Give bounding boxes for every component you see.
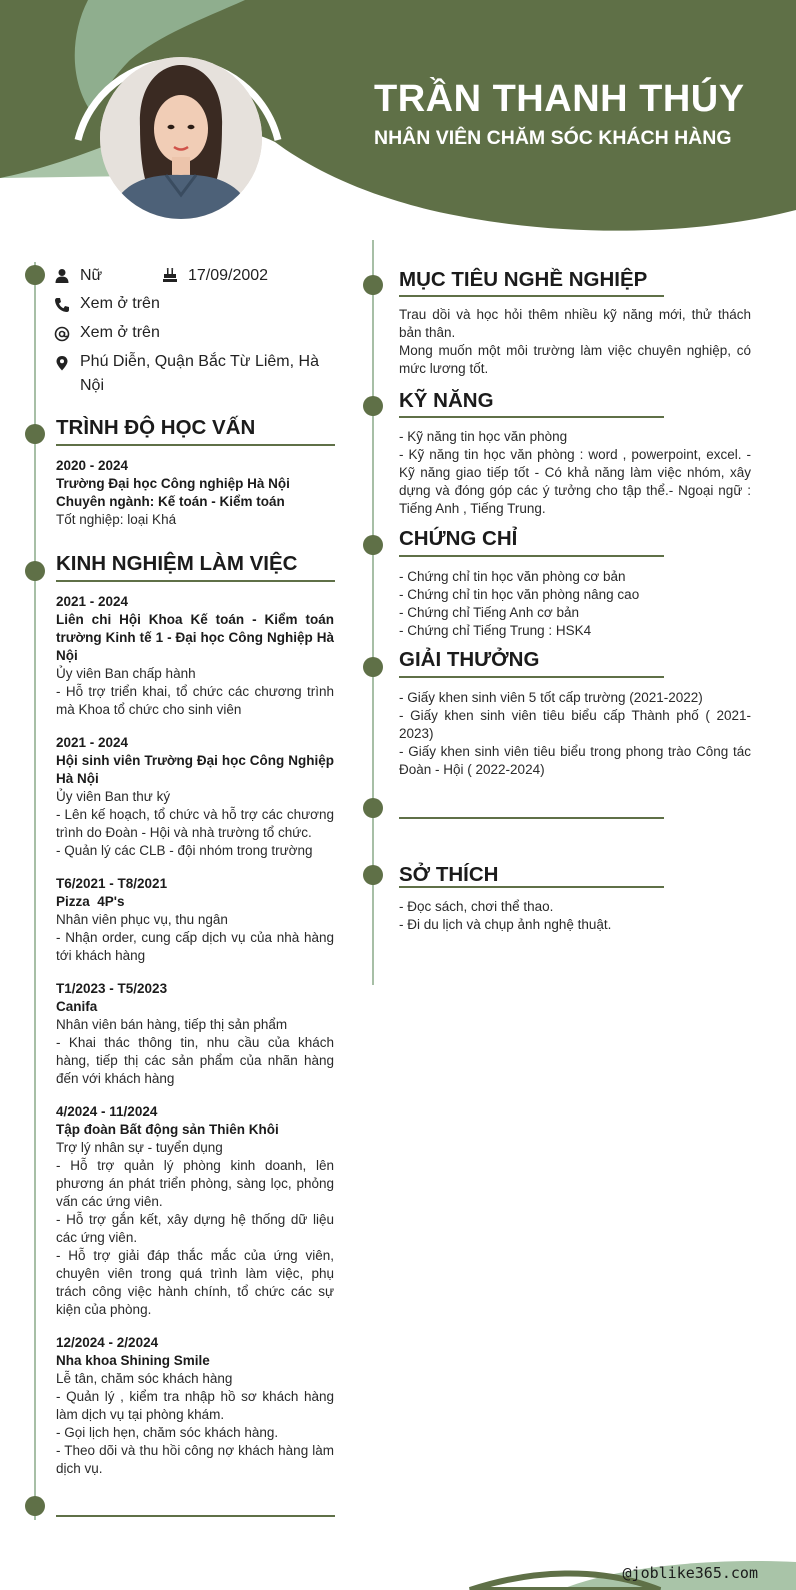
section-underline — [399, 886, 664, 888]
at-icon — [54, 326, 70, 342]
timeline-dot — [25, 265, 45, 285]
education-block — [56, 457, 334, 529]
experience-role: Ủy viên Ban chấp hành — [56, 666, 196, 681]
education-grade: Tốt nghiệp: loại Khá — [56, 512, 177, 527]
experience-org: Nha khoa Shining Smile — [56, 1353, 210, 1368]
experience-period: T1/2023 - T5/2023 — [56, 981, 168, 996]
experience-entry — [56, 980, 334, 1088]
hobby-line: - Đi du lịch và chụp ảnh nghệ thuật. — [399, 917, 612, 932]
timeline-dot — [25, 1496, 45, 1516]
award-line: - Giấy khen sinh viên tiêu biểu cấp Thành phố ( 2021-2023) — [399, 708, 751, 741]
experience-detail: - Hỗ trợ giải đáp thắc mắc của ứng viên, chuyên viên trong quá trình làm việc, phụ trách công việc hành chính, tổ chức các sự kiện của phòng. — [56, 1248, 334, 1317]
phone-text: Xem ở trên — [80, 295, 160, 312]
section-underline — [399, 295, 664, 297]
experience-org: Pizza 4P's — [56, 894, 125, 909]
experience-title: KINH NGHIỆM LÀM VIỆC — [56, 552, 298, 575]
timeline-dot — [363, 275, 383, 295]
experience-entry — [56, 1334, 334, 1478]
section-underline — [399, 817, 664, 819]
gender-text: Nữ — [80, 267, 103, 284]
section-underline — [56, 580, 335, 582]
experience-org: Liên chi Hội Khoa Kế toán - Kiểm toán trường Kinh tế 1 - Đại học Công Nghiệp Hà Nội — [56, 612, 334, 663]
timeline-dot — [363, 798, 383, 818]
experience-detail: - Theo dõi và thu hồi công nợ khách hàng làm dịch vụ. — [56, 1443, 334, 1476]
location-pin-icon — [54, 355, 70, 371]
user-icon — [54, 268, 70, 284]
objective-line: Mong muốn một môi trường làm việc chuyên nghiệp, có mức lương tốt. — [399, 343, 751, 376]
section-underline — [399, 555, 664, 557]
objective-line: Trau dồi và học hỏi thêm nhiều kỹ năng mới, thử thách bản thân. — [399, 307, 751, 340]
experience-org: Canifa — [56, 999, 98, 1014]
experience-period: 2021 - 2024 — [56, 594, 129, 609]
experience-detail: - Lên kế hoạch, tổ chức và hỗ trợ các chương trình do Đoàn - Hội và nhà trường tổ chức. — [56, 807, 334, 840]
experience-role: Nhân viên phục vụ, thu ngân — [56, 912, 228, 927]
phone-icon — [54, 297, 70, 313]
experience-period: 12/2024 - 2/2024 — [56, 1335, 159, 1350]
experience-role: Ủy viên Ban thư ký — [56, 789, 171, 804]
experience-role: Trợ lý nhân sự - tuyển dụng — [56, 1140, 223, 1155]
skills-line: - Kỹ năng tin học văn phòng — [399, 429, 568, 444]
experience-role: Lễ tân, chăm sóc khách hàng — [56, 1371, 233, 1386]
certificate-line: - Chứng chỉ Tiếng Anh cơ bản — [399, 605, 579, 620]
left-timeline — [34, 262, 36, 1520]
experience-period: 4/2024 - 11/2024 — [56, 1104, 158, 1119]
email-text: Xem ở trên — [80, 324, 160, 341]
timeline-dot — [25, 561, 45, 581]
objective-block — [399, 306, 751, 378]
timeline-dot — [363, 396, 383, 416]
experience-detail: - Hỗ trợ quản lý phòng kinh doanh, lên phương án phát triển phòng, sàng lọc, phỏng vấn các ứng viên. — [56, 1158, 334, 1209]
award-line: - Giấy khen sinh viên 5 tốt cấp trường (2021-2022) — [399, 690, 703, 705]
experience-period: T6/2021 - T8/2021 — [56, 876, 168, 891]
education-period: 2020 - 2024 — [56, 458, 129, 473]
education-major: Chuyên ngành: Kế toán - Kiểm toán — [56, 494, 285, 509]
section-underline — [56, 444, 335, 446]
certificate-line: - Chứng chỉ tin học văn phòng cơ bản — [399, 569, 626, 584]
certificate-line: - Chứng chỉ Tiếng Trung : HSK4 — [399, 623, 592, 638]
experience-entry — [56, 593, 334, 719]
experience-detail: - Quản lý , kiểm tra nhập hồ sơ khách hàng làm dịch vụ tại phòng khám. — [56, 1389, 334, 1422]
certificates-block — [399, 568, 751, 640]
experience-detail: - Hỗ trợ triển khai, tổ chức các chương trình mà Khoa tổ chức cho sinh viên — [56, 684, 334, 717]
candidate-name: TRẦN THANH THÚY — [374, 78, 745, 120]
objective-title: MỤC TIÊU NGHỀ NGHIỆP — [399, 268, 648, 291]
certificates-title: CHỨNG CHỈ — [399, 527, 518, 550]
hobbies-block — [399, 898, 751, 934]
skills-block — [399, 428, 751, 518]
hobbies-title: SỞ THÍCH — [399, 863, 499, 886]
cake-icon — [162, 267, 178, 283]
timeline-dot — [363, 657, 383, 677]
address-text: Phú Diễn, Quận Bắc Từ Liêm, Hà Nội — [80, 353, 319, 394]
experience-list — [56, 593, 334, 1493]
experience-entry — [56, 875, 334, 965]
timeline-dot — [363, 535, 383, 555]
experience-org: Hội sinh viên Trường Đại học Công Nghiệp Hà Nội — [56, 753, 334, 786]
skills-line: - Kỹ năng tin học văn phòng : word , powerpoint, excel. - Kỹ năng giao tiếp tốt - Có khả năng làm việc nhóm, xây dựng và đóng góp các ý tưởng cho tập thể.- Ngoại ngữ : Tiếng Anh , Tiếng Trung. — [399, 447, 751, 516]
experience-detail: - Gọi lịch hẹn, chăm sóc khách hàng. — [56, 1425, 279, 1440]
person-photo-icon — [100, 57, 262, 219]
hobby-line: - Đọc sách, chơi thể thao. — [399, 899, 554, 914]
experience-role: Nhân viên bán hàng, tiếp thị sản phẩm — [56, 1017, 288, 1032]
experience-detail: - Hỗ trợ gắn kết, xây dựng hệ thống dữ liệu các ứng viên. — [56, 1212, 334, 1245]
award-line: - Giấy khen sinh viên tiêu biểu trong phong trào Công tác Đoàn - Hội ( 2022-2024) — [399, 744, 751, 777]
awards-block — [399, 689, 751, 779]
experience-detail: - Nhận order, cung cấp dịch vụ của nhà hàng tới khách hàng — [56, 930, 334, 963]
birthday-text: 17/09/2002 — [188, 267, 269, 284]
timeline-dot — [25, 424, 45, 444]
experience-detail: - Khai thác thông tin, nhu cầu của khách hàng, tiếp thị các sản phẩm của nhãn hàng đến với khách hàng — [56, 1035, 334, 1086]
section-underline — [56, 1515, 335, 1517]
experience-entry — [56, 1103, 334, 1319]
experience-period: 2021 - 2024 — [56, 735, 129, 750]
education-school: Trường Đại học Công nghiệp Hà Nội — [56, 476, 290, 491]
experience-entry — [56, 734, 334, 860]
skills-title: KỸ NĂNG — [399, 389, 494, 412]
watermark-text: @joblike365.com — [622, 1564, 758, 1582]
job-title: NHÂN VIÊN CHĂM SÓC KHÁCH HÀNG — [374, 127, 732, 149]
awards-title: GIẢI THƯỞNG — [399, 648, 540, 671]
section-underline — [399, 676, 664, 678]
experience-detail: - Quản lý các CLB - đội nhóm trong trường — [56, 843, 313, 858]
education-title: TRÌNH ĐỘ HỌC VẤN — [56, 416, 256, 439]
section-underline — [399, 416, 664, 418]
experience-org: Tập đoàn Bất động sản Thiên Khôi — [56, 1122, 279, 1137]
certificate-line: - Chứng chỉ tin học văn phòng nâng cao — [399, 587, 640, 602]
profile-photo — [100, 57, 262, 219]
timeline-dot — [363, 865, 383, 885]
